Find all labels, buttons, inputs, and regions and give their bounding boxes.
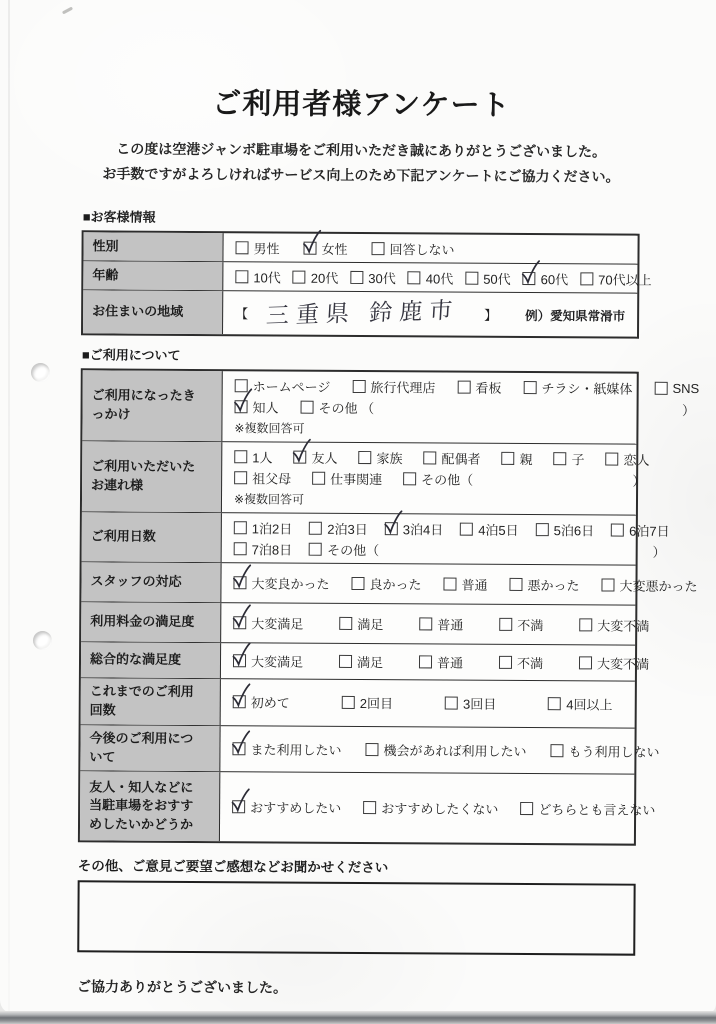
section-heading: ■ご利用について <box>81 347 181 363</box>
checkbox-unchecked[interactable] <box>352 379 365 392</box>
row-answers <box>222 513 682 565</box>
option-label: 3泊4日 <box>402 521 444 538</box>
row-answers <box>223 262 663 293</box>
checkbox-unchecked[interactable] <box>579 656 592 669</box>
option-label: 1人 <box>252 449 273 465</box>
checkbox-unchecked[interactable] <box>548 697 561 710</box>
survey-option <box>579 615 649 634</box>
option-label: 良かった <box>369 577 422 593</box>
checkbox-unchecked[interactable] <box>509 578 522 591</box>
option-label: 7泊8日 <box>251 541 293 558</box>
checkbox-unchecked[interactable] <box>602 578 615 591</box>
survey-option <box>301 397 375 416</box>
survey-option <box>499 653 543 672</box>
survey-option <box>309 539 379 558</box>
option-label: 大変満足 <box>251 616 304 632</box>
survey-option <box>365 740 526 760</box>
checkbox-unchecked[interactable] <box>234 471 247 484</box>
survey-option <box>523 268 569 287</box>
option-label: 回答しない <box>389 241 455 258</box>
option-label: 機会があれば利用したい <box>383 743 527 760</box>
option-line <box>235 396 700 419</box>
option-line <box>234 446 649 469</box>
option-label: その他（ <box>327 542 380 558</box>
survey-option <box>309 518 368 537</box>
checkbox-unchecked[interactable] <box>236 241 249 254</box>
option-label: 旅行代理店 <box>370 379 436 395</box>
option-label: 2泊3日 <box>327 521 368 537</box>
survey-sections <box>78 206 700 846</box>
scanner-edge <box>0 1011 716 1024</box>
checkbox-unchecked[interactable] <box>499 656 512 669</box>
survey-option <box>234 539 293 558</box>
survey-option <box>235 397 279 416</box>
survey-option <box>232 739 341 759</box>
option-label: 10代 <box>253 269 281 286</box>
survey-option <box>233 573 329 593</box>
survey-option <box>499 615 543 634</box>
checkbox-unchecked[interactable] <box>579 618 592 631</box>
checkbox-unchecked[interactable] <box>234 450 247 463</box>
survey-table <box>81 230 652 338</box>
survey-option <box>501 448 532 467</box>
checkbox-unchecked[interactable] <box>580 272 593 285</box>
option-label: 大変悪かった <box>619 578 698 595</box>
survey-option <box>553 449 584 468</box>
section-heading: ■お客様情報 <box>82 209 156 225</box>
option-label: 60代 <box>540 271 569 287</box>
checkbox-unchecked[interactable] <box>536 523 549 536</box>
row-answers <box>223 233 637 264</box>
survey-option <box>403 469 473 488</box>
survey-option <box>606 449 650 468</box>
checkbox-unchecked[interactable] <box>365 743 378 756</box>
survey-option <box>342 693 393 712</box>
row-label: 総合的な満足度 <box>81 642 221 678</box>
option-label: もう利用しない <box>568 744 660 760</box>
option-line <box>234 417 699 440</box>
option-label: 30代 <box>368 270 396 286</box>
survey-option <box>339 652 383 671</box>
option-line <box>234 538 670 561</box>
row-label: ご利用になったきっかけ <box>82 370 222 441</box>
option-line <box>234 517 670 540</box>
option-label: 満足 <box>356 654 384 671</box>
table-row <box>83 289 637 336</box>
row-label: ご利用いただいたお連れ様 <box>82 441 222 512</box>
option-label: 看板 <box>475 380 502 396</box>
survey-option <box>536 520 595 539</box>
checkbox-checked[interactable] <box>233 654 246 667</box>
intro-paragraph <box>82 136 640 189</box>
row-answers <box>221 643 661 681</box>
checkbox-unchecked[interactable] <box>419 617 432 630</box>
option-label: 子 <box>571 451 585 467</box>
option-label: 70代以上 <box>598 271 652 288</box>
table-row <box>82 440 650 514</box>
note-text: ※複数回答可 <box>233 491 305 507</box>
table-row <box>81 677 635 727</box>
closing-paren: ） <box>632 473 646 489</box>
checkbox-checked[interactable] <box>232 801 245 814</box>
intro-line-1: この度は空港ジャンボ駐車場をご利用いただき誠にありがとうございました。 <box>116 140 607 160</box>
checkbox-unchecked[interactable] <box>312 471 325 484</box>
option-label: 祖父母 <box>252 470 292 487</box>
survey-option <box>235 267 281 286</box>
survey-option <box>509 575 579 594</box>
checkbox-unchecked[interactable] <box>351 577 364 590</box>
option-label: 6泊7日 <box>629 523 670 539</box>
option-label: チラシ・紙媒体 <box>541 380 633 397</box>
option-label: 初めて <box>250 695 290 711</box>
option-label: 友人 <box>311 450 338 466</box>
option-label: SNS <box>672 380 700 396</box>
table-row <box>81 601 650 644</box>
checkbox-unchecked[interactable] <box>460 522 473 535</box>
checkbox-unchecked[interactable] <box>234 542 247 555</box>
survey-option <box>293 447 337 466</box>
survey-option <box>339 614 383 633</box>
checkbox-unchecked[interactable] <box>550 744 563 757</box>
option-line <box>233 613 649 636</box>
row-label: 年齢 <box>83 261 223 290</box>
option-label: 50代 <box>483 271 511 287</box>
text-text: 【 <box>235 306 249 322</box>
survey-option <box>550 741 659 761</box>
option-label: 悪かった <box>527 578 580 594</box>
survey-option <box>443 575 487 594</box>
survey-option <box>419 614 463 633</box>
checkbox-unchecked[interactable] <box>309 542 322 555</box>
row-answers <box>222 442 662 515</box>
table-row <box>80 724 660 774</box>
option-label: 3回目 <box>462 696 497 713</box>
comment-box[interactable] <box>77 881 635 956</box>
row-label: これまでのご利用回数 <box>81 678 221 725</box>
option-label: その他（ <box>421 471 474 488</box>
option-label: 普通 <box>436 655 464 671</box>
option-label: おすすめしたい <box>250 800 342 817</box>
row-label: 性別 <box>83 232 223 261</box>
checkbox-unchecked[interactable] <box>358 450 371 463</box>
checkbox-unchecked[interactable] <box>293 270 306 283</box>
option-label: 40代 <box>425 270 454 287</box>
closing-message: ご協力ありがとうございました。 <box>76 978 288 996</box>
option-label: どちらとも言えない <box>538 802 656 819</box>
option-line <box>234 467 649 490</box>
row-answers <box>220 773 668 845</box>
option-line <box>233 573 697 596</box>
option-line <box>232 797 655 820</box>
survey-option <box>548 694 612 713</box>
option-label: 知人 <box>252 399 279 416</box>
row-answers <box>220 726 671 774</box>
table-row <box>81 641 650 680</box>
survey-option <box>523 377 632 397</box>
survey-option <box>611 520 670 539</box>
survey-option <box>465 268 511 287</box>
table-row <box>83 232 637 263</box>
checkbox-unchecked[interactable] <box>611 523 624 536</box>
option-label: 4泊5日 <box>478 522 519 538</box>
option-label: 5泊6日 <box>553 522 595 538</box>
survey-option <box>579 653 649 672</box>
survey-option <box>363 798 498 818</box>
option-label: 恋人 <box>623 452 650 468</box>
option-label: ホームページ <box>252 378 331 395</box>
checkbox-unchecked[interactable] <box>309 521 322 534</box>
intro-line-2: お手数ですがよろしければサービス向上のため下記アンケートにご協力ください。 <box>102 165 620 185</box>
survey-option <box>350 267 396 286</box>
row-answers <box>223 291 637 337</box>
comment-section <box>77 855 636 956</box>
survey-option <box>654 380 699 395</box>
row-label: ご利用日数 <box>82 512 222 562</box>
checkbox-unchecked[interactable] <box>339 617 352 630</box>
survey-option <box>233 613 303 632</box>
checkbox-unchecked[interactable] <box>408 271 421 284</box>
survey-option <box>234 447 272 466</box>
hand-text: 三重県 鈴鹿市 <box>265 296 461 329</box>
checkbox-unchecked[interactable] <box>339 655 352 668</box>
option-label: また利用したい <box>250 742 342 758</box>
checkbox-unchecked[interactable] <box>606 452 619 465</box>
survey-option <box>358 447 402 466</box>
survey-option <box>233 693 290 712</box>
checkbox-unchecked[interactable] <box>363 801 376 814</box>
checkbox-unchecked[interactable] <box>654 381 667 394</box>
option-label: 満足 <box>357 616 384 633</box>
survey-option <box>580 269 652 288</box>
checkbox-unchecked[interactable] <box>520 802 533 815</box>
option-label: 不満 <box>517 655 544 672</box>
checkbox-unchecked[interactable] <box>235 270 248 283</box>
checkbox-unchecked[interactable] <box>419 655 432 668</box>
option-label: 不満 <box>517 617 544 634</box>
checkbox-unchecked[interactable] <box>342 696 355 709</box>
row-label: お住まいの地域 <box>83 290 223 334</box>
checkbox-checked[interactable] <box>293 450 306 463</box>
option-label: 普通 <box>437 617 464 633</box>
checkbox-unchecked[interactable] <box>499 618 512 631</box>
survey-option <box>457 377 501 396</box>
option-label: 仕事関連 <box>330 471 383 487</box>
survey-option <box>423 448 480 467</box>
row-answers <box>221 563 709 605</box>
survey-option <box>372 239 455 259</box>
survey-option <box>303 238 347 257</box>
row-label: スタッフの対応 <box>81 562 221 602</box>
row-answers <box>221 603 661 645</box>
note-text: ※複数回答可 <box>234 420 305 436</box>
option-label: 親 <box>519 451 533 467</box>
option-label: 女性 <box>321 241 348 257</box>
survey-option <box>351 574 421 593</box>
survey-option <box>520 799 655 819</box>
table-row <box>83 260 652 292</box>
checkbox-checked[interactable] <box>304 241 317 254</box>
example-text: 例）愛知県常滑市 <box>525 308 626 324</box>
table-row <box>80 771 656 844</box>
survey-option <box>293 267 339 286</box>
option-line <box>235 295 625 332</box>
survey-option <box>234 468 291 487</box>
option-line <box>234 488 649 511</box>
checkbox-unchecked[interactable] <box>234 521 247 534</box>
table-row <box>82 511 670 564</box>
option-label: おすすめしたくない <box>381 801 499 818</box>
option-line <box>233 651 649 674</box>
option-label: 大変不満 <box>597 618 650 634</box>
checkbox-unchecked[interactable] <box>457 380 470 393</box>
option-label: 大変不満 <box>597 656 650 672</box>
checkbox-checked[interactable] <box>233 576 246 589</box>
table-row <box>82 370 700 443</box>
survey-option <box>601 575 697 595</box>
option-label: 2回目 <box>359 696 394 712</box>
option-line <box>232 739 659 762</box>
survey-table <box>78 368 700 846</box>
checkbox-unchecked[interactable] <box>372 242 385 255</box>
checkbox-unchecked[interactable] <box>523 380 536 393</box>
checkbox-checked[interactable] <box>523 271 536 284</box>
table-row <box>81 561 698 604</box>
survey-option <box>408 268 454 287</box>
checkbox-unchecked[interactable] <box>423 451 436 464</box>
checkbox-checked[interactable] <box>232 742 245 755</box>
survey-option <box>235 238 279 257</box>
checkbox-unchecked[interactable] <box>445 697 458 710</box>
option-label: 普通 <box>461 577 488 593</box>
checkbox-unchecked[interactable] <box>350 270 363 283</box>
survey-option <box>445 694 496 713</box>
text-text: 】 <box>484 307 498 323</box>
closing-paren: ） <box>682 402 696 418</box>
checkbox-checked[interactable] <box>385 522 398 535</box>
survey-option <box>419 652 463 671</box>
row-label: 利用料金の満足度 <box>81 602 221 642</box>
option-line <box>233 692 623 714</box>
survey-option <box>352 376 435 396</box>
option-label: 大変満足 <box>250 654 304 670</box>
survey-option <box>312 468 382 487</box>
checkbox-unchecked[interactable] <box>465 271 478 284</box>
option-label: 4回以上 <box>566 697 613 713</box>
survey-option <box>234 518 293 537</box>
row-answers <box>221 679 635 727</box>
option-label: 家族 <box>376 450 403 466</box>
checkbox-checked[interactable] <box>233 696 246 709</box>
option-label: 1泊2日 <box>251 520 293 537</box>
checkbox-unchecked[interactable] <box>301 400 314 413</box>
option-line <box>235 266 651 289</box>
option-label: 配偶者 <box>441 450 481 467</box>
row-label: 友人・知人などに当駐車場をおすすめしたいかどうか <box>80 772 220 842</box>
checkbox-checked[interactable] <box>233 616 246 629</box>
option-label: 男性 <box>253 240 280 257</box>
closing-paren: ） <box>652 544 666 560</box>
option-line <box>235 237 625 259</box>
option-label: 大変良かった <box>251 576 330 592</box>
row-label: 今後のご利用について <box>80 725 220 772</box>
survey-option <box>232 798 341 818</box>
option-label: その他 （ <box>318 400 375 416</box>
option-line <box>235 375 700 398</box>
option-label: 20代 <box>310 270 339 286</box>
checkbox-checked[interactable] <box>235 400 248 413</box>
survey-option <box>460 519 519 538</box>
page-title: ご利用者様アンケート <box>212 88 511 122</box>
checkbox-unchecked[interactable] <box>403 472 416 485</box>
survey-option <box>233 651 303 670</box>
checkbox-unchecked[interactable] <box>554 452 567 465</box>
checkbox-unchecked[interactable] <box>443 578 456 591</box>
checkbox-unchecked[interactable] <box>502 451 515 464</box>
row-answers <box>222 371 711 444</box>
survey-option <box>385 519 444 538</box>
comment-section-label: その他、ご意見ご要望ご感想などお聞かせください <box>77 858 389 876</box>
